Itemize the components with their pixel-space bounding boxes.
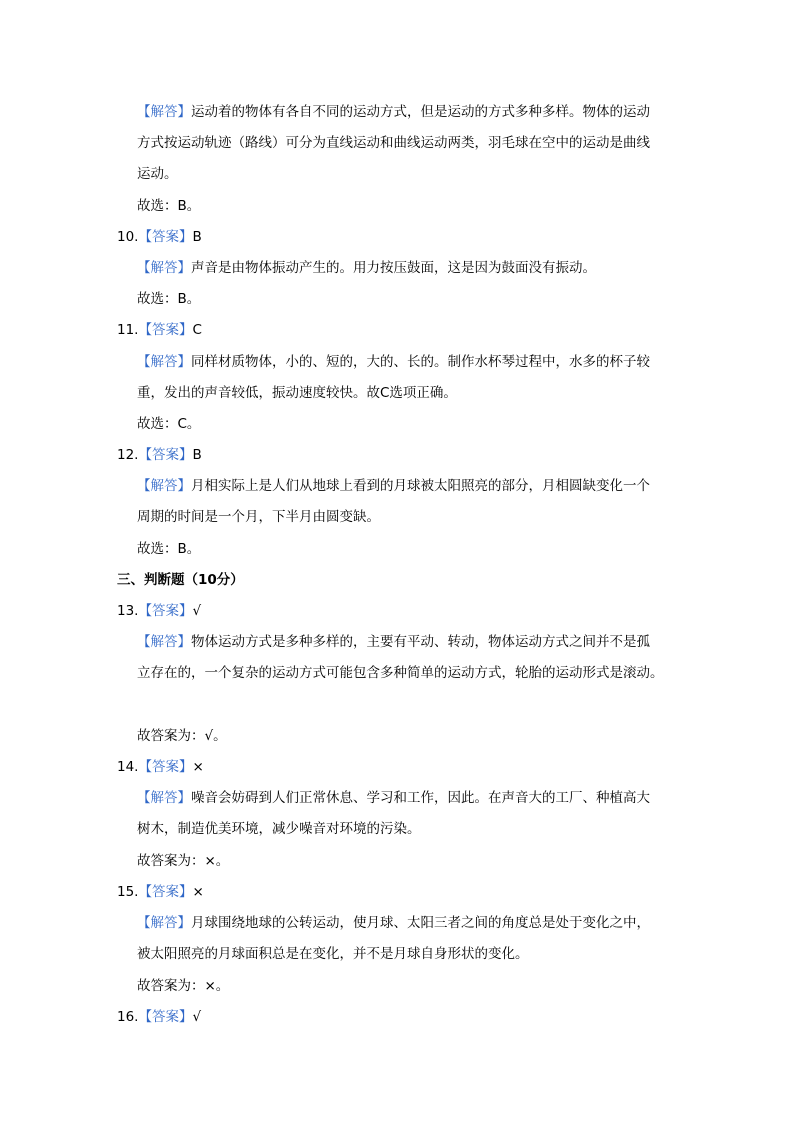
explanation-text: 物体运动方式是多种多样的，主要有平动、转动，物体运动方式之间并不是孤 bbox=[191, 634, 650, 650]
conclusion-line: 故选：C。 bbox=[137, 416, 201, 432]
answer-tag: 【答案】 bbox=[138, 884, 193, 900]
answer-value: B bbox=[192, 447, 202, 463]
conclusion-line: 故答案为：√。 bbox=[137, 728, 227, 744]
explain-tag: 【解答】 bbox=[137, 915, 191, 931]
conclusion-line: 故答案为：×。 bbox=[137, 978, 230, 994]
explanation-text: 声音是由物体振动产生的。用力按压鼓面，这是因为鼓面没有振动。 bbox=[191, 260, 596, 276]
question-answer-row bbox=[117, 320, 202, 340]
explanation-line bbox=[137, 258, 596, 278]
explanation-line: 重，发出的声音较低，振动速度较快。故C选项正确。 bbox=[137, 385, 457, 401]
explanation-line bbox=[137, 913, 650, 933]
question-number: 11. bbox=[117, 322, 139, 338]
conclusion-line: 故选：B。 bbox=[137, 198, 201, 214]
explain-tag: 【解答】 bbox=[137, 260, 191, 276]
explanation-line bbox=[137, 788, 650, 808]
answer-value: √ bbox=[192, 603, 202, 619]
explanation-text: 月相实际上是人们从地球上看到的月球被太阳照亮的部分，月相圆缺变化一个 bbox=[191, 478, 650, 494]
answer-value: × bbox=[192, 884, 204, 900]
question-number: 13. bbox=[117, 603, 139, 619]
explanation-text: 同样材质物体，小的、短的，大的、长的。制作水杯琴过程中，水多的杯子较 bbox=[191, 354, 650, 370]
explain-tag: 【解答】 bbox=[137, 634, 191, 650]
answer-value: C bbox=[192, 322, 202, 338]
explanation-line bbox=[137, 632, 650, 652]
question-answer-row bbox=[117, 1007, 201, 1027]
answer-tag: 【答案】 bbox=[138, 603, 193, 619]
explain-tag: 【解答】 bbox=[137, 478, 191, 494]
explanation-line: 立存在的，一个复杂的运动方式可能包含多种简单的运动方式，轮胎的运动形式是滚动。 bbox=[137, 665, 664, 681]
explanation-line: 周期的时间是一个月，下半月由圆变缺。 bbox=[137, 509, 380, 525]
answer-tag: 【答案】 bbox=[138, 1009, 193, 1025]
explanation-line: 方式按运动轨迹（路线）可分为直线运动和曲线运动两类，羽毛球在空中的运动是曲线 bbox=[137, 135, 650, 151]
question-answer-row bbox=[117, 227, 202, 247]
explanation-text: 运动着的物体有各自不同的运动方式，但是运动的方式多种多样。物体的运动 bbox=[191, 104, 650, 120]
answer-tag: 【答案】 bbox=[138, 229, 193, 245]
conclusion-line: 故选：B。 bbox=[137, 291, 201, 307]
question-number: 10. bbox=[117, 229, 139, 245]
answer-tag: 【答案】 bbox=[138, 447, 193, 463]
conclusion-line: 故答案为：×。 bbox=[137, 853, 230, 869]
answer-value: × bbox=[192, 759, 204, 775]
explanation-text: 噪音会妨碍到人们正常休息、学习和工作，因此。在声音大的工厂、种植高大 bbox=[191, 790, 650, 806]
section-heading: 三、判断题（10分） bbox=[117, 572, 244, 588]
explain-tag: 【解答】 bbox=[137, 104, 191, 120]
explain-tag: 【解答】 bbox=[137, 354, 191, 370]
explanation-line bbox=[137, 352, 650, 372]
answer-tag: 【答案】 bbox=[138, 322, 193, 338]
conclusion-line: 故选：B。 bbox=[137, 541, 201, 557]
explanation-line bbox=[137, 102, 650, 122]
question-number: 12. bbox=[117, 447, 139, 463]
question-answer-row bbox=[117, 757, 204, 777]
question-number: 16. bbox=[117, 1009, 139, 1025]
explain-tag: 【解答】 bbox=[137, 790, 191, 806]
answer-value: B bbox=[192, 229, 202, 245]
explanation-line: 树木，制造优美环境，减少噪音对环境的污染。 bbox=[137, 821, 421, 837]
answer-value: √ bbox=[192, 1009, 202, 1025]
explanation-line: 被太阳照亮的月球面积总是在变化，并不是月球自身形状的变化。 bbox=[137, 946, 529, 962]
question-answer-row bbox=[117, 445, 202, 465]
answer-tag: 【答案】 bbox=[138, 759, 193, 775]
explanation-line: 运动。 bbox=[137, 166, 178, 182]
explanation-line bbox=[137, 476, 650, 496]
question-number: 14. bbox=[117, 759, 139, 775]
question-answer-row bbox=[117, 882, 204, 902]
question-answer-row bbox=[117, 601, 201, 621]
question-number: 15. bbox=[117, 884, 139, 900]
explanation-text: 月球围绕地球的公转运动，使月球、太阳三者之间的角度总是处于变化之中， bbox=[191, 915, 650, 931]
